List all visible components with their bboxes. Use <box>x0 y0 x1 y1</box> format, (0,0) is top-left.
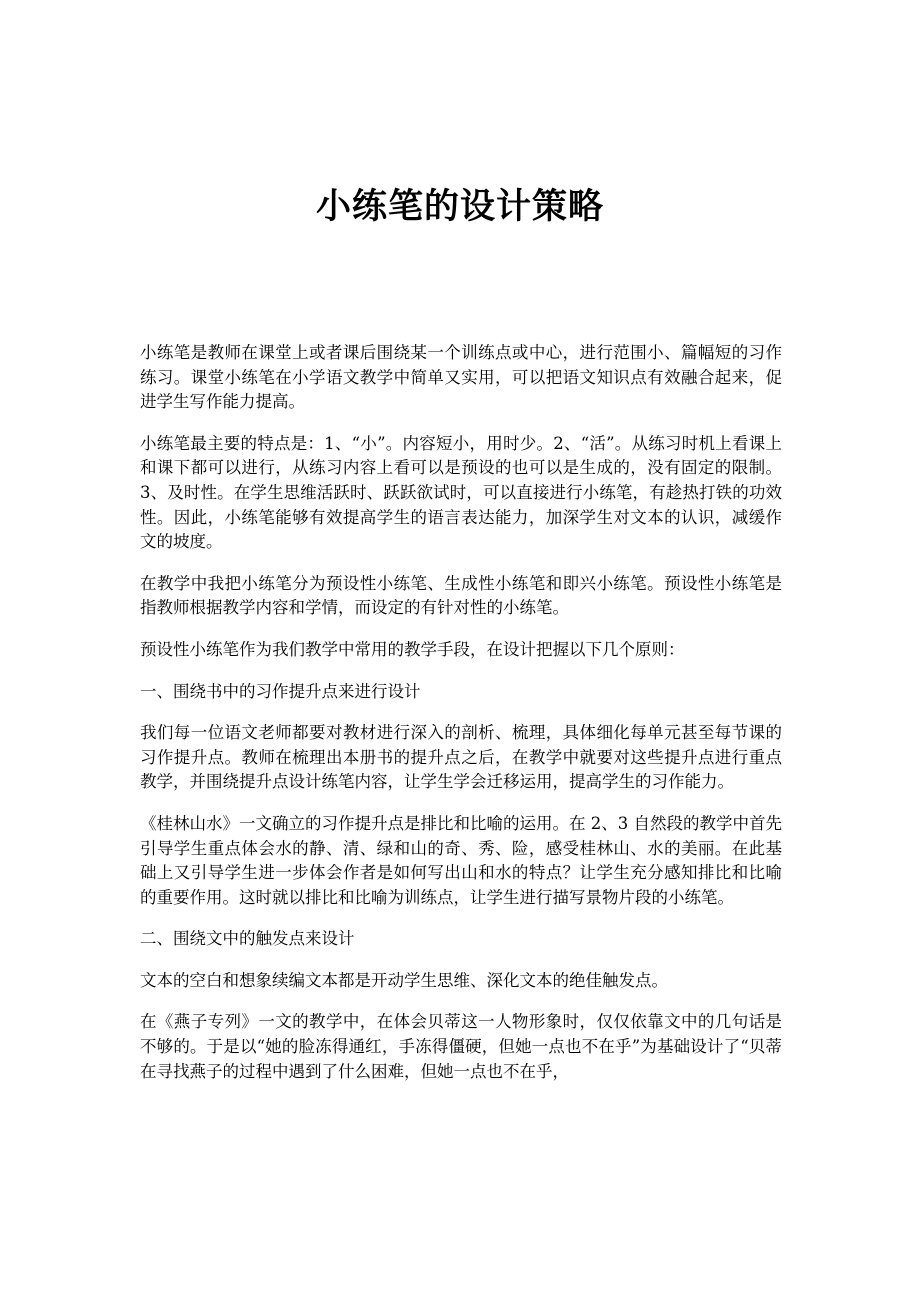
paragraph-section-1: 我们每一位语文老师都要对教材进行深入的剖析、梳理，具体细化每单元甚至每节课的习作提升点。教师在梳理出本册书的提升点之后，在教学中就要对这些提升点进行重点教学，并围绕提升点设计练笔内容，让学生学会迁移运用，提高学生的习作能力。 <box>140 723 782 792</box>
document-title: 小练笔的设计策略 <box>315 186 604 227</box>
document-body <box>140 341 782 1101</box>
paragraph-intro: 小练笔是教师在课堂上或者课后围绕某一个训练点或中心，进行范围小、篇幅短的习作练习。课堂小练笔在小学语文教学中简单又实用，可以把语文知识点有效融合起来，促进学生写作能力提高。 <box>140 343 782 412</box>
paragraph-types: 在教学中我把小练笔分为预设性小练笔、生成性小练笔和即兴小练笔。预设性小练笔是指教师根据教学内容和学情，而设定的有针对性的小练笔。 <box>140 573 782 618</box>
paragraph-example-swallow: 在《燕子专列》一文的教学中，在体会贝蒂这一人物形象时，仅仅依靠文中的几句话是不够的。于是以“她的脸冻得通红，手冻得僵硬，但她一点也不在乎”为基础设计了“贝蒂在寻找燕子的过程中遇到了什么困难，但她一点也不在乎， <box>140 1012 782 1081</box>
paragraph-principles: 预设性小练笔作为我们教学中常用的教学手段，在设计把握以下几个原则： <box>140 639 685 659</box>
paragraph-example-guilin: 《桂林山水》一文确立的习作提升点是排比和比喻的运用。在 2、3 自然段的教学中首先引导学生重点体会水的静、清、绿和山的奇、秀、险，感受桂林山、水的美丽。在此基础上又引导学生进一步体会作者是如何写出山和水的特点？让学生充分感知排比和比喻的重要作用。这时就以排比和比喻为训练点，让学生进行描写景物片段的小练笔。 <box>140 813 782 907</box>
section-heading-2: 二、围绕文中的触发点来设计 <box>140 929 355 949</box>
paragraph-section-2: 文本的空白和想象续编文本都是开动学生思维、深化文本的绝佳触发点。 <box>140 970 668 990</box>
paragraph-features: 小练笔最主要的特点是：1、“小”。内容短小，用时少。2、“活”。从练习时机上看课上和课下都可以进行，从练习内容上看可以是预设的也可以是生成的，没有固定的限制。3、及时性。在学生思维活跃时、跃跃欲试时，可以直接进行小练笔，有趁热打铁的功效性。因此，小练笔能够有效提高学生的语言表达能力，加深学生对文本的认识，减缓作文的坡度。 <box>140 433 782 552</box>
section-heading-1: 一、围绕书中的习作提升点来进行设计 <box>140 681 421 701</box>
